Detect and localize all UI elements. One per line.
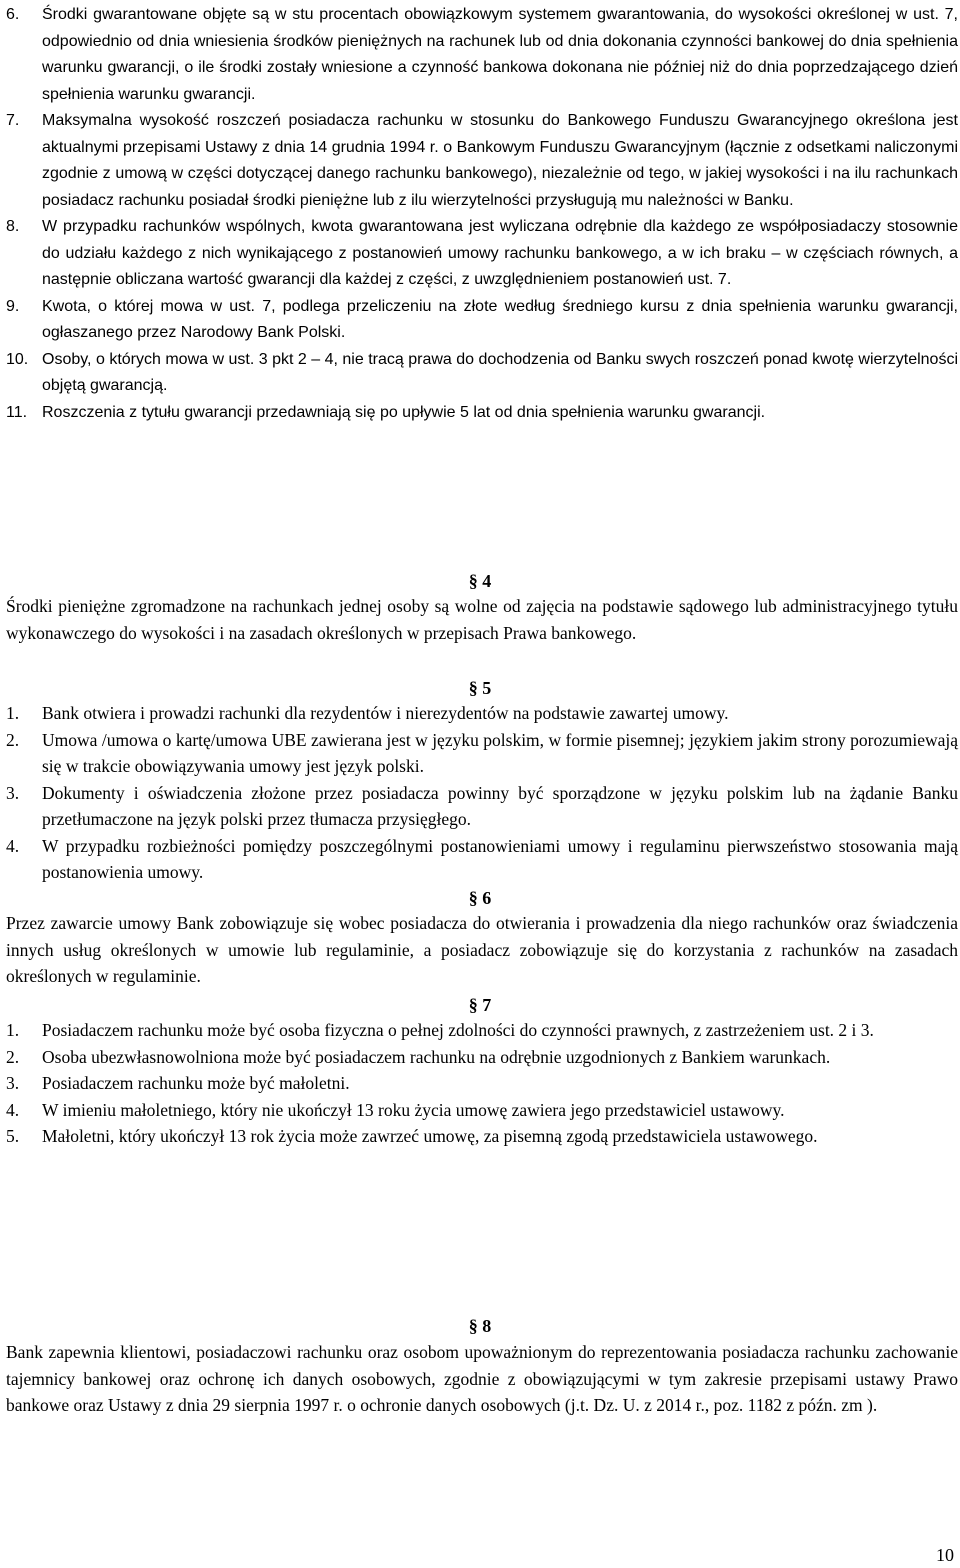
list-item (6, 727, 958, 780)
item-number: 11. (6, 403, 28, 421)
section-4-heading: § 4 (468, 571, 492, 591)
section-5-body (6, 700, 958, 886)
item-text: Umowa /umowa o kartę/umowa UBE zawierana jest w języku polskim, w formie pisemnej; językiem jakim strony porozumiewają się w trakcie obowiązywania umowy jest język polski. (42, 729, 958, 776)
item-number: 9. (6, 297, 20, 315)
section-7-heading: § 7 (468, 995, 492, 1015)
item-text: W przypadku rachunków wspólnych, kwota gwarantowana jest wyliczana odrębnie dla każdego ze współposiadaczy stosownie do udziału każdego z nich wynikającego z postanowień umowy rachunku bankowego, a w ich braku – w częściach równych, a następnie obliczana wartość gwarancji dla każdej z części, z uwzględnieniem postanowień ust. 7. (42, 218, 958, 288)
item-text: Posiadaczem rachunku może być małoletni. (42, 1073, 350, 1093)
list-item (6, 347, 958, 400)
item-text: Roszczenia z tytułu gwarancji przedawniają się po upływie 5 lat od dnia spełnienia warunku gwarancji. (42, 403, 766, 421)
item-text: Środki gwarantowane objęte są w stu procentach obowiązkowym systemem gwarantowania, do wysokości określonej w ust. 7, odpowiednio od dnia wniesienia środków pieniężnych na rachunek lub od dnia dokonania czynności bankowej do dnia spełnienia warunku gwarancji, o ile środki zostały wniesione a czynność bankowa dokonana nie później niż do dnia poprzedzającego dzień spełnienia warunku gwarancji. (42, 6, 958, 103)
list-item (6, 833, 958, 886)
item-text: Małoletni, który ukończył 13 rok życia może zawrzeć umowę, za pisemną zgodą przedstawiciela ustawowego. (42, 1126, 818, 1146)
list-item (6, 1044, 958, 1071)
list-item (6, 2, 958, 108)
item-number: 1. (6, 1020, 20, 1040)
item-text: W przypadku rozbieżności pomiędzy poszczególnymi postanowieniami umowy i regulaminu pierwszeństwo stosowania mają postanowienia umowy. (42, 835, 958, 882)
item-number: 7. (6, 112, 20, 129)
item-number: 4. (6, 835, 20, 856)
item-number: 5. (6, 1126, 20, 1146)
page-number: 10 (936, 1545, 954, 1565)
section-3-continuation (6, 2, 958, 426)
list-item (6, 780, 958, 833)
item-number: 1. (6, 703, 20, 723)
list-item (6, 400, 958, 427)
item-number: 4. (6, 1099, 20, 1120)
item-text: Osoba ubezwłasnowolniona może być posiadaczem rachunku na odrębnie uzgodnionych z Bankiem warunkach. (42, 1046, 831, 1067)
list-item (6, 1017, 958, 1044)
section-3-list (6, 2, 958, 426)
item-text: Kwota, o której mowa w ust. 7, podlega przeliczeniu na złote według średniego kursu z dnia spełnienia warunku gwarancji, ogłaszanego przez Narodowy Bank Polski. (42, 297, 958, 341)
section-6-text: Przez zawarcie umowy Bank zobowiązuje się wobec posiadacza do otwierania i prowadzenia dla niego rachunków oraz świadczenia innych usług określonych w umowie lub regulaminie, a posiadacz zobowiązuje się do korzystania z rachunków na zasadach określonych w regulaminie. (6, 913, 958, 986)
item-text: Osoby, o których mowa w ust. 3 pkt 2 – 4, nie tracą prawa do dochodzenia od Banku swych roszczeń ponad kwotę wierzytelności objętą gwarancją. (42, 350, 958, 394)
item-number: 3. (6, 782, 20, 803)
list-item (6, 700, 958, 727)
item-text: Maksymalna wysokość roszczeń posiadacza rachunku w stosunku do Bankowego Funduszu Gwarancyjnego określona jest aktualnymi przepisami Ustawy z dnia 14 grudnia 1994 r. o Bankowym Funduszu Gwarancyjnym (łącznie z odsetkami naliczonymi zgodnie z umową w części dotyczącej danego rachunku bankowego), niezależnie od tego, w jakiej wysokości i na ilu rachunkach posiadacz rachunku posiadał środki pieniężne lub z ilu wierzytelności przysługują mu należności w Banku. (42, 112, 958, 209)
section-4-text: Środki pieniężne zgromadzone na rachunkach jednej osoby są wolne od zajęcia na podstawie sądowego lub administracyjnego tytułu wykonawczego do wysokości i na zasadach określonych w przepisach Prawa bankowego. (6, 596, 958, 643)
item-number: 10. (6, 350, 29, 368)
list-item (6, 1123, 958, 1150)
list-item (6, 1097, 958, 1124)
item-number: 2. (6, 1046, 20, 1067)
item-number: 8. (6, 218, 20, 235)
list-item (6, 1070, 958, 1097)
item-number: 3. (6, 1073, 20, 1093)
section-8-heading: § 8 (468, 1316, 492, 1336)
item-text: W imieniu małoletniego, który nie ukończył 13 roku życia umowę zawiera jego przedstawiciel ustawowy. (42, 1099, 785, 1120)
section-8-text: Bank zapewnia klientowi, posiadaczowi rachunku oraz osobom upoważnionym do reprezentowania posiadacza rachunku zachowanie tajemnicy bankowej oraz ochronę ich danych osobowych, zgodnie z obowiązującymi w tym zakresie przepisami ustawy Prawo bankowe oraz Ustawy z dnia 29 sierpnia 1997 r. o ochronie danych osobowych (j.t. Dz. U. z 2014 r., poz. 1182 z późn. zm ). (6, 1342, 958, 1415)
section-5-heading: § 5 (468, 678, 492, 698)
section-7-list (6, 1017, 958, 1150)
item-number: 6. (6, 6, 20, 23)
item-text: Posiadaczem rachunku może być osoba fizyczna o pełnej zdolności do czynności prawnych, z zastrzeżeniem ust. 2 i 3. (42, 1020, 874, 1040)
list-item (6, 294, 958, 347)
item-text: Dokumenty i oświadczenia złożone przez posiadacza powinny być sporządzone w języku polskim lub na żądanie Banku przetłumaczone na język polski przez tłumacza przysięgłego. (42, 782, 958, 829)
section-5-list (6, 700, 958, 886)
list-item (6, 108, 958, 214)
section-6-heading: § 6 (468, 888, 492, 908)
section-7-body (6, 1017, 958, 1150)
item-text: Bank otwiera i prowadzi rachunki dla rezydentów i nierezydentów na podstawie zawartej umowy. (42, 703, 729, 723)
item-number: 2. (6, 729, 20, 750)
list-item (6, 214, 958, 294)
